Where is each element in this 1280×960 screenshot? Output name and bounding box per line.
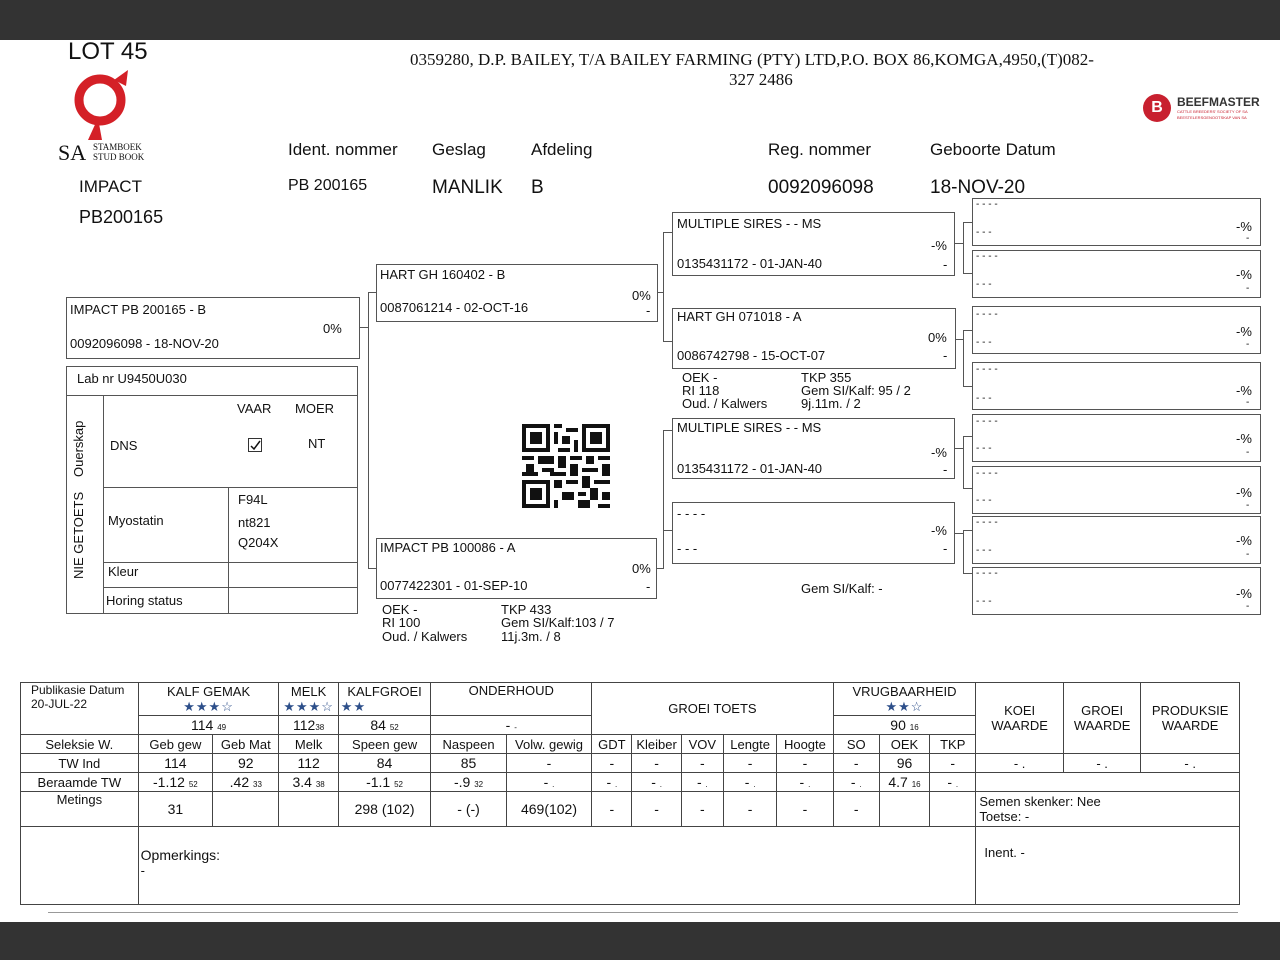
ggp-2-dash: - [1246,283,1250,294]
beraamde-row [21,773,1240,792]
col-header-2: Melk [279,735,338,754]
gp-1-name: MULTIPLE SIRES - - MS [677,216,822,231]
beraamde-cell-1 [213,773,279,792]
beraamde-cell-7 [632,773,681,792]
beefmaster-tagline-1: CATTLE BREEDERS' SOCIETY OF SA [1177,109,1248,114]
metings-value-4: - (-) [431,792,506,827]
col-header-5: Volw. gewig [506,735,591,754]
qr-code-icon [522,424,610,508]
ggp-5-pct: -% [1236,431,1252,446]
gp-3-name: MULTIPLE SIRES - - MS [677,420,822,435]
tw-value-11: - [833,754,879,773]
tw-value-7: - [632,754,681,773]
dns-vaar-checkbox [248,438,262,452]
tw-value-10: - [777,754,833,773]
sel-onder: - [505,717,511,733]
beraamde-acc-0: 52 [188,780,198,789]
ggp-6-pct: -% [1236,485,1252,500]
table-header-row [21,683,1240,716]
ggp-6-reg: - - - [976,495,992,506]
tw-value-2: 112 [279,754,338,773]
ggp-4-dash: - [1246,397,1250,408]
produksie-waarde-1: PRODUKSIE [1151,703,1229,718]
dam-name: IMPACT PB 100086 - A [380,540,516,555]
ggp-4-name: - - - - [976,364,998,375]
metings-row [21,792,1240,827]
sel-kalf: 114 [191,717,214,733]
sel-groei: 84 [370,717,386,733]
ggp-7-reg: - - - [976,545,992,556]
myostatin-value-3: Q204X [238,535,279,550]
geboorte-value: 18-NOV-20 [930,177,1026,198]
sel-melk-acc: 38 [315,723,325,732]
beraamde-acc-13: . [955,780,959,789]
col-header-1: Geb Mat [213,735,279,754]
ggp-5-reg: - - - [976,443,992,454]
sa-studbook-logo [58,70,158,165]
subject-reg: 0092096098 - 18-NOV-20 [70,336,219,351]
ggp-box-3 [972,306,1261,354]
tw-waarde-0: - . [976,754,1064,773]
dam-ri: RI 100 [382,615,421,630]
metings-value-8: - [681,792,723,827]
metings-value-3: 298 (102) [338,792,431,827]
ggp-box-2 [972,250,1261,298]
sire-reg: 0087061214 - 02-OCT-16 [380,300,529,315]
beraamde-cell-10 [777,773,833,792]
gp-box-3 [672,418,955,479]
ggp-7-dash: - [1246,549,1250,560]
ggp-8-reg: - - - [976,596,992,607]
melk-header: MELK [290,683,327,699]
gp-2-ri: RI 118 [682,383,720,398]
tw-value-6: - [592,754,632,773]
col-header-9: Lengte [723,735,776,754]
pub-date-value: 20-JUL-22 [31,697,88,711]
gp-2-dash: - [943,348,948,363]
tw-ind-label: TW Ind [58,755,101,771]
beraamde-cell-11 [833,773,879,792]
lab-number: Lab nr U9450U030 [77,371,187,386]
top-bar [0,0,1280,40]
beraamde-cell-6 [592,773,632,792]
ggp-1-reg: - - - [976,227,992,238]
beraamde-acc-5: . [552,780,555,789]
dam-oek: OEK - [382,602,418,617]
beraamde-cell-5 [506,773,591,792]
ggp-box-8 [972,567,1261,615]
onderhoud-header: ONDERHOUD [468,683,554,698]
metings-value-6: - [592,792,632,827]
gp-4-pct: -% [931,523,947,538]
tw-value-8: - [681,754,723,773]
beraamde-value-2: 3.4 [292,774,312,790]
ggp-2-name: - - - - [976,251,998,262]
dam-oud: Oud. / Kalwers [382,629,468,644]
vrugbaarheid-stars: ★★☆ [885,698,924,714]
beraamde-value-0: -1.12 [153,774,185,790]
gp-3-dash: - [943,462,948,477]
tw-value-13: - [930,754,976,773]
ggp-3-name: - - - - [976,309,998,320]
metings-label: Metings [56,792,103,807]
ggp-3-reg: - - - [976,337,992,348]
beefmaster-logo [1143,94,1271,124]
dns-moer-value: NT [308,436,326,451]
tw-value-9: - [723,754,776,773]
gp-box-1 [672,212,955,276]
beraamde-acc-11: . [859,780,862,789]
sel-onder-acc: - [514,723,517,732]
dam-pct: 0% [632,561,651,576]
metings-value-11: - [833,792,879,827]
metings-value-7: - [632,792,681,827]
gp-2-tkp: TKP 355 [801,370,852,385]
tw-value-3: 84 [338,754,431,773]
metings-value-13 [930,792,976,827]
beraamde-value-6: - [606,774,612,790]
ggp-5-name: - - - - [976,416,998,427]
gp-box-2 [672,308,956,369]
tw-value-12: 96 [879,754,929,773]
beefmaster-b-icon: B [1143,94,1171,122]
beraamde-acc-1: 33 [253,780,262,789]
reg-label: Reg. nommer [768,140,871,159]
ggp-1-dash: - [1246,233,1250,244]
ggp-box-1 [972,198,1261,246]
animal-name: IMPACT [79,177,142,196]
gp-1-reg: 0135431172 - 01-JAN-40 [677,256,823,271]
gp-4-dash: - [943,541,948,556]
col-header-10: Hoogte [777,735,833,754]
opmerkings-value: - [140,863,146,878]
performance-table [20,682,1240,905]
koei-waarde-1: KOEI [1004,703,1036,718]
col-header-3: Speen gew [338,735,431,754]
beraamde-value-7: - [651,774,656,790]
horing-label: Horing status [106,593,183,608]
metings-value-5: 469(102) [506,792,591,827]
ggp-box-5 [972,414,1261,462]
beefmaster-tagline-2: BEESTELERSGENOOTSKAP VAN SA [1177,115,1247,120]
vaar-label: VAAR [237,401,272,416]
ggp-1-pct: -% [1236,219,1252,234]
sa-initials: SA [58,140,87,165]
beraamde-value-5: - [543,774,549,790]
metings-value-2 [279,792,338,827]
gp-2-gem: Gem SI/Kalf: 95 / 2 [801,383,911,398]
beraamde-acc-4: 32 [474,780,484,789]
ggp-5-dash: - [1246,447,1250,458]
semen-cell [976,792,1240,827]
myostatin-value-2: nt821 [238,515,271,530]
beraamde-cell-12 [879,773,929,792]
beraamde-value-12: 4.7 [888,774,908,790]
reg-value: 0092096098 [768,177,874,198]
ggp-6-name: - - - - [976,468,998,479]
beraamde-cell-9 [723,773,776,792]
gp-4-gem: Gem SI/Kalf: - [801,581,883,596]
ggp-4-reg: - - - [976,393,992,404]
beraamde-acc-3: 52 [394,780,404,789]
kleur-label: Kleur [108,564,139,579]
kalf-gemak-header: KALF GEMAK [167,683,251,699]
melk-stars: ★★★☆ [283,698,334,714]
stamboek-label: STAMBOEK [93,142,142,152]
beraamde-acc-7: . [659,780,662,789]
beraamde-value-9: - [744,774,750,790]
subject-box [66,297,360,359]
sire-dash: - [646,303,651,318]
geslag-value: MANLIK [432,177,503,198]
beraamde-acc-9: . [753,780,756,789]
gp-2-pct: 0% [928,330,947,345]
dam-box [376,538,657,599]
ggp-7-name: - - - - [976,517,998,528]
beraamde-cell-13 [930,773,976,792]
ggp-2-reg: - - - [976,279,992,290]
ggp-6-dash: - [1246,500,1250,511]
beraamde-waarde-blank [976,773,1240,792]
gp-2-age: 9j.11m. / 2 [801,396,861,411]
metings-value-0: 31 [138,792,212,827]
moer-label: MOER [295,401,334,416]
lab-box [66,366,358,614]
opmerkings-label: Opmerkings: [140,847,221,863]
nie-getoets-label: NIE GETOETS [71,491,86,579]
tw-value-0: 114 [138,754,212,773]
afdeling-value: B [531,177,544,198]
checkmark-icon [249,440,261,452]
semen-skenker: Semen skenker: Nee [979,794,1101,809]
sel-groei-acc: 52 [389,723,399,732]
tw-value-4: 85 [431,754,506,773]
metings-value-12 [879,792,929,827]
beraamde-acc-8: . [705,780,708,789]
sel-melk: 112 [293,717,316,733]
gp-4-reg: - - - [677,541,698,556]
dam-dash: - [646,579,651,594]
sire-box [376,264,658,322]
seleksie-label: Seleksie W. [45,736,114,752]
col-header-8: VOV [681,735,723,754]
geslag-label: Geslag [432,140,486,159]
sel-vrug-acc: 16 [909,723,919,732]
gp-4-name: - - - - [677,506,706,521]
studbook-symbol-icon [58,70,158,142]
subject-pct: 0% [323,321,342,336]
metings-value-1 [213,792,279,827]
sel-kalf-acc: 49 [217,723,227,732]
beraamde-acc-2: 38 [315,780,325,789]
dam-tkp: TKP 433 [501,602,552,617]
tw-value-5: - [506,754,591,773]
beraamde-value-8: - [696,774,702,790]
inent-text: Inent. - [984,845,1025,860]
beraamde-value-10: - [799,774,805,790]
col-header-4: Naspeen [431,735,506,754]
ggp-box-4 [972,362,1261,410]
bottom-bar [0,922,1280,960]
ggp-8-pct: -% [1236,586,1252,601]
remarks-row [21,827,1240,905]
tw-waarde-2: - . [1141,754,1240,773]
tw-value-1: 92 [213,754,279,773]
ggp-3-dash: - [1246,339,1250,350]
col-header-12: OEK [879,735,929,754]
dam-gem: Gem SI/Kalf:103 / 7 [501,615,615,630]
beraamde-value-1: .42 [229,774,250,790]
gp-2-name: HART GH 071018 - A [677,309,802,324]
beraamde-acc-6: . [615,780,618,789]
beraamde-cell-4 [431,773,506,792]
sire-name: HART GH 160402 - B [380,267,506,282]
col-header-0: Geb gew [138,735,212,754]
afdeling-label: Afdeling [531,140,593,159]
col-header-11: SO [833,735,879,754]
pub-date-label: Publikasie Datum [31,683,125,697]
kalfgroei-header: KALFGROEI [347,683,422,699]
studbook-label: STUD BOOK [93,152,145,162]
dam-age: 11j.3m. / 8 [501,629,561,644]
beraamde-value-13: - [947,774,953,790]
groei-waarde-1: GROEI [1081,703,1124,718]
gp-1-pct: -% [931,238,947,253]
ggp-8-dash: - [1246,601,1250,612]
dns-label: DNS [110,438,138,453]
beraamde-cell-3 [338,773,431,792]
ouerskap-label: Ouerskap [71,420,86,477]
gp-3-reg: 0135431172 - 01-JAN-40 [677,461,823,476]
kalf-gemak-stars: ★★★☆ [183,698,234,714]
animal-code: PB200165 [79,207,164,227]
beraamde-cell-2 [279,773,338,792]
tw-ind-row [21,754,1240,773]
beraamde-acc-12: 16 [911,780,921,789]
gp-3-pct: -% [931,445,947,460]
dam-reg: 0077422301 - 01-SEP-10 [380,578,528,593]
ggp-1-name: - - - - [976,199,998,210]
col-header-7: Kleiber [632,735,681,754]
metings-value-9: - [723,792,776,827]
ggp-3-pct: -% [1236,324,1252,339]
gp-2-oud: Oud. / Kalwers [682,396,768,411]
vrugbaarheid-header: VRUGBAARHEID [852,683,957,699]
gp-box-4 [672,502,955,564]
koei-waarde-2: WAARDE [991,718,1048,733]
gp-1-dash: - [943,257,948,272]
ggp-4-pct: -% [1236,383,1252,398]
kalfgroei-stars: ★★ [340,698,367,714]
ggp-7-pct: -% [1236,533,1252,548]
ggp-box-6 [972,466,1261,514]
ident-value: PB 200165 [288,177,368,194]
ggp-8-name: - - - - [976,568,998,579]
gp-2-reg: 0086742798 - 15-OCT-07 [677,348,826,363]
beefmaster-name: BEEFMASTER [1177,95,1260,109]
groei-waarde-2: WAARDE [1073,718,1131,733]
myostatin-value-1: F94L [238,492,268,507]
subject-name: IMPACT PB 200165 - B [70,302,207,317]
beraamde-label: Beraamde TW [37,774,122,790]
beraamde-value-3: -1.1 [366,774,391,790]
geboorte-label: Geboorte Datum [930,140,1056,159]
groei-toets-header: GROEI TOETS [668,701,757,716]
ggp-2-pct: -% [1236,267,1252,282]
tw-waarde-1: - . [1063,754,1140,773]
breeder-line-1: 0359280, D.P. BAILEY, T/A BAILEY FARMING (PTY) LTD,P.O. BOX 86,KOMGA,4950,(T)082- [410,50,1094,69]
toetse: Toetse: - [979,809,1030,824]
metings-value-10: - [777,792,833,827]
beraamde-value-11: - [850,774,856,790]
col-header-13: TKP [930,735,976,754]
sel-vrug: 90 [890,717,906,733]
beraamde-cell-0 [138,773,212,792]
ident-label: Ident. nommer [288,140,398,159]
lot-number: LOT 45 [68,38,148,65]
myostatin-label: Myostatin [108,513,164,528]
produksie-waarde-2: WAARDE [1161,718,1219,733]
beraamde-cell-8 [681,773,723,792]
sire-pct: 0% [632,288,651,303]
gp-2-oek: OEK - [682,370,718,385]
breeder-line-2: 327 2486 [729,70,793,89]
col-header-6: GDT [592,735,632,754]
ggp-box-7 [972,516,1261,564]
beraamde-acc-10: . [808,780,811,789]
beraamde-value-4: -.9 [453,774,471,790]
